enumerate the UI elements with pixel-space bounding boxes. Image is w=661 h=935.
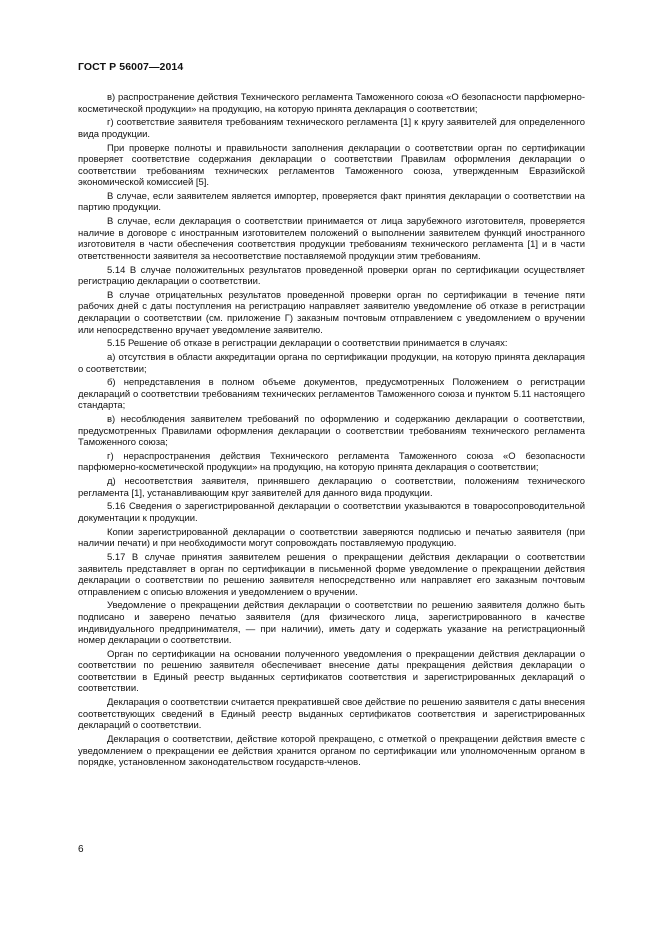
standard-header: ГОСТ Р 56007—2014	[78, 61, 184, 73]
paragraph: В случае отрицательных результатов проведенной проверки орган по сертификации в течение пяти рабочих дней с даты поступления на регистрацию направляет заявителю уведомление об отказе в регистрации декларации о соответствии (см. приложение Г) заказным почтовым отправлением с уведомлением о вручении или непосредственно вручает уведомление заявителю.	[78, 289, 585, 336]
page-number: 6	[78, 844, 84, 855]
paragraph: 5.17 В случае принятия заявителем решения о прекращении действия декларации о соответствии заявитель представляет в орган по сертификации в письменной форме уведомление о прекращении действия декларации о соответствии по решению заявителя непосредственно или направляет его заказным почтовым отправлением с описью вложения и уведомлением о вручении.	[78, 552, 585, 598]
paragraph: Декларация о соответствии, действие которой прекращено, с отметкой о прекращении действия вместе с уведомлением о прекращении ее действия хранится органом по сертификации или уполномоченным органом в порядке, установленном законодательством государств-членов.	[78, 734, 585, 769]
paragraph: а) отсутствия в области аккредитации органа по сертификации продукции, на которую принята декларация о соответствии;	[78, 351, 585, 375]
paragraph: 5.15 Решение об отказе в регистрации декларации о соответствии принимается в случаях:	[107, 338, 508, 350]
paragraph: 5.16 Сведения о зарегистрированной декларации о соответствии указываются в товаросопроводительной документации к продукции.	[78, 501, 585, 525]
paragraph: в) несоблюдения заявителем требований по оформлению и содержанию декларации о соответствии, предусмотренных Правилами оформления декларации о соответствии требованиям технического регламента Таможенного союза;	[78, 414, 585, 449]
paragraph: Уведомление о прекращении действия декларации о соответствии по решению заявителя должно быть подписано и заверено печатью заявителя (для физического лица, зарегистрированного в качестве индивидуального предпринимателя, — при наличии), иметь дату и содержать указание на регистрационный номер декларации о соответствии.	[78, 600, 585, 647]
paragraph: в) распространение действия Технического регламента Таможенного союза «О безопасности парфюмерно-косметической продукции» на продукцию, на которую принята декларация о соответствии;	[78, 92, 585, 115]
paragraph: г) нераспространения действия Технического регламента Таможенного союза «О безопасности парфюмерно-косметической продукции» на продукцию, на которую принята декларация о соответствии;	[78, 450, 585, 474]
paragraph: г) соответствие заявителя требованиям технического регламента [1] к кругу заявителей для определенного вида продукции.	[78, 117, 585, 140]
paragraph: б) непредставления в полном объеме документов, предусмотренных Положением о регистрации деклараций о соответствии требованиям технических регламентов Таможенного союза и пунктом 5.11 настоящего стандарта;	[78, 377, 585, 412]
paragraph: д) несоответствия заявителя, принявшего декларацию о соответствии, положениям технического регламента [1], устанавливающим круг заявителей для данного вида продукции.	[78, 476, 585, 499]
paragraph: Орган по сертификации на основании полученного уведомления о прекращении действия декларации о соответствии по решению заявителя обеспечивает внесение даты прекращения действия декларации о соответствии в Единый реестр выданных сертификатов соответствия и зарегистрированных деклараций о соответствии.	[78, 648, 585, 695]
paragraph: 5.14 В случае положительных результатов проведенной проверки орган по сертификации осуществляет регистрацию декларации о соответствии.	[78, 264, 585, 288]
paragraph: В случае, если заявителем является импортер, проверяется факт принятия декларации о соответствии на партию продукции.	[78, 190, 585, 214]
paragraph: При проверке полноты и правильности заполнения декларации о соответствии орган по сертификации проверяет соответствие содержания декларации о соответствии Правилам оформления декларации о соответствии требованиям технических регламентов Таможенного союза, утвержденным Евразийской экономической комиссией [5].	[78, 142, 585, 189]
paragraph: Копии зарегистрированной декларации о соответствии заверяются подписью и печатью заявителя (при наличии печати) и при необходимости могут сопровождать поставляемую продукцию.	[78, 526, 585, 550]
paragraph: Декларация о соответствии считается прекратившей свое действие по решению заявителя с даты внесения соответствующих сведений в Единый реестр выданных сертификатов соответствия и зарегистрированных деклараций о соответствии.	[78, 697, 585, 732]
paragraph: В случае, если декларация о соответствии принимается от лица зарубежного изготовителя, проверяется наличие в договоре с иностранным изготовителем положений о выполнении заявителем функций иностранного изготовителя в части обеспечения соответствия продукции требованиям технического регламента [1] и в части ответственности заявителя за несоответствие поставляемой продукции этим требованиям.	[78, 216, 585, 262]
document-body	[78, 92, 585, 771]
